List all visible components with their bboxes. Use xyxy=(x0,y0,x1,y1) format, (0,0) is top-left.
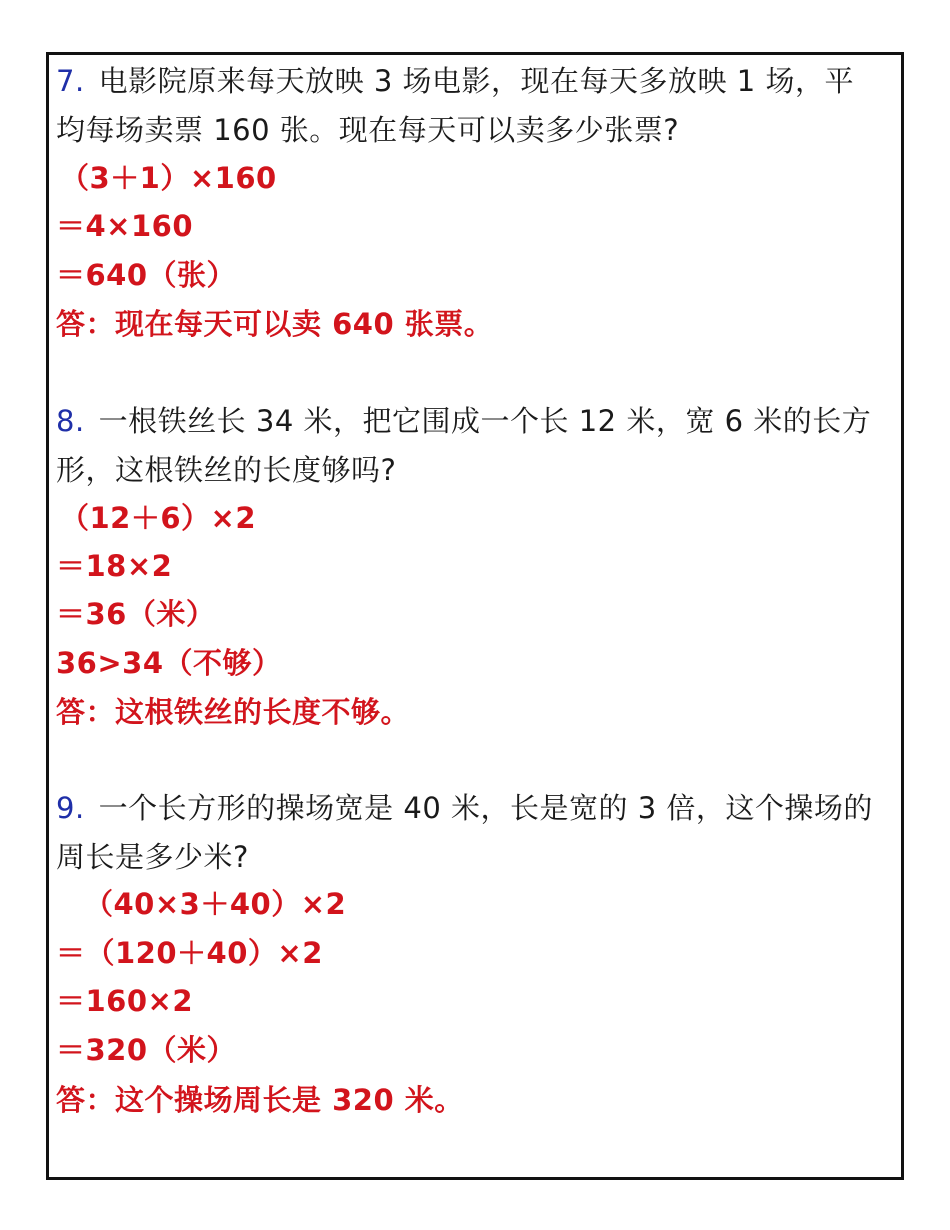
problem-8-question-line-1: 8. 一根铁丝长 34 米，把它围成一个长 12 米，宽 6 米的长方 xyxy=(56,404,872,438)
problem-7-solution-step-1: （3＋1）×160 xyxy=(60,161,277,195)
problem-8-question-line-2: 形，这根铁丝的长度够吗? xyxy=(56,453,397,487)
problem-9-solution-step-3: ＝160×2 xyxy=(56,984,194,1018)
problem-9-solution-step-2: ＝（120＋40）×2 xyxy=(56,936,323,970)
problem-9-solution-step-1: （40×3＋40）×2 xyxy=(84,887,347,921)
problem-7-solution-step-3: ＝640（张） xyxy=(56,258,237,292)
problem-8-solution-step-2: ＝18×2 xyxy=(56,549,173,583)
problem-9-number: 9. xyxy=(56,791,85,825)
problem-9-answer: 答：这个操场周长是 320 米。 xyxy=(56,1083,464,1117)
problem-7-question-line-2: 均每场卖票 160 张。现在每天可以卖多少张票? xyxy=(56,113,680,147)
problem-9-question-line-1: 9. 一个长方形的操场宽是 40 米，长是宽的 3 倍，这个操场的 xyxy=(56,791,873,825)
problem-8-solution-step-3: ＝36（米） xyxy=(56,597,216,631)
problem-8-comparison: 36>34（不够） xyxy=(56,646,282,680)
problem-7-question-line-1: 7. 电影院原来每天放映 3 场电影，现在每天多放映 1 场，平 xyxy=(56,64,854,98)
problem-8-answer: 答：这根铁丝的长度不够。 xyxy=(56,695,411,729)
problem-8-number: 8. xyxy=(56,404,85,438)
problem-7-number: 7. xyxy=(56,64,85,98)
problem-7-answer: 答：现在每天可以卖 640 张票。 xyxy=(56,307,494,341)
problem-9-solution-step-4: ＝320（米） xyxy=(56,1033,237,1067)
problem-9-question-line-2: 周长是多少米? xyxy=(56,840,249,874)
problem-8-solution-step-1: （12＋6）×2 xyxy=(60,501,257,535)
problem-7-solution-step-2: ＝4×160 xyxy=(56,209,194,243)
